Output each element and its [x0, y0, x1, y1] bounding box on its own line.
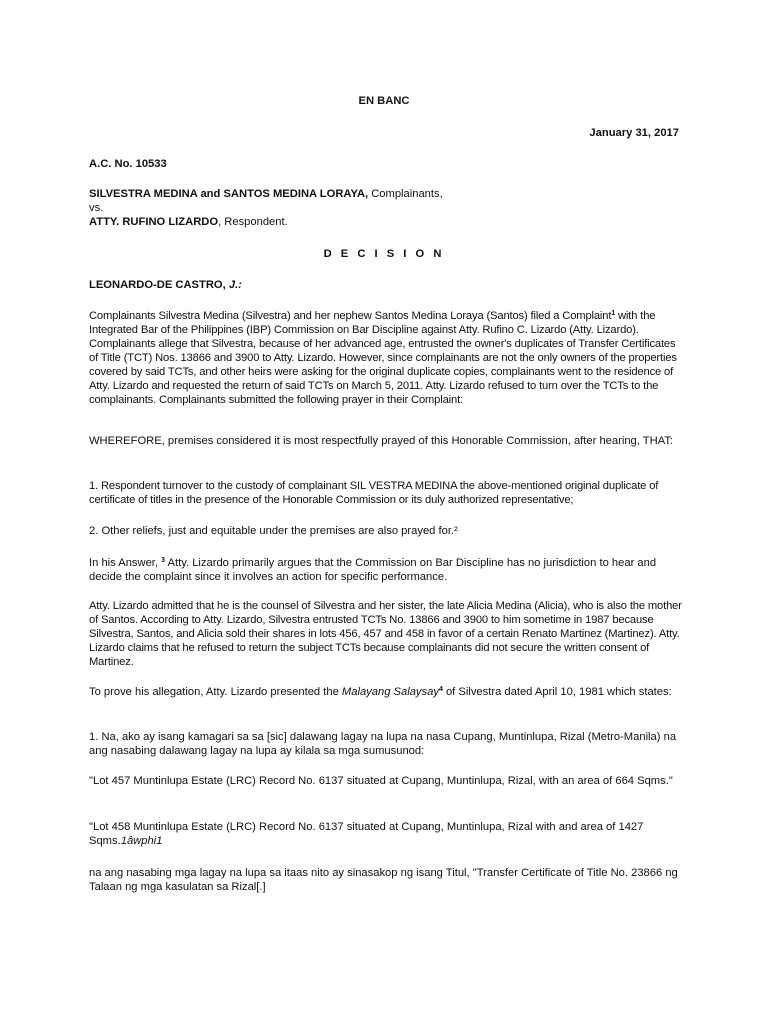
decision-date: January 31, 2017	[589, 127, 679, 139]
paragraph-prayer-item-2: 2. Other reliefs, just and equitable under the premises are also prayed for.²	[89, 525, 458, 537]
respondent-role: , Respondent.	[218, 216, 288, 228]
case-number: A.C. No. 10533	[89, 158, 167, 170]
paragraph-lot-458	[89, 820, 685, 848]
complainants-line	[89, 187, 685, 201]
respondent-line	[89, 215, 685, 229]
respondent-name: ATTY. RUFINO LIZARDO	[89, 216, 219, 228]
ponente-name: LEONARDO-DE CASTRO,	[89, 279, 229, 291]
decision-heading: D E C I S I O N	[323, 248, 445, 260]
paragraph-1-text: Complainants Silvestra Medina (Silvestra) and her nephew Santos Medina Loraya (Santos) filed a Complaint	[89, 310, 612, 322]
paragraph-answer-text-cont: Atty. Lizardo primarily argues that the Commission on Bar Discipline has no jurisdiction to hear and decide the complaint since it involves an action for specific performance.	[89, 557, 657, 583]
case-parties	[89, 187, 685, 229]
paragraph-proof	[89, 685, 685, 699]
paragraph-answer-text: In his Answer,	[89, 557, 162, 569]
paragraph-proof-text: To prove his allegation, Atty. Lizardo presented the	[89, 686, 342, 698]
paragraph-salaysay-1: 1. Na, ako ay isang kamagari sa sa [sic] dalawang lagay na lupa na nasa Cupang, Muntinlupa, Rizal (Metro-Manila) na ang nasabing dalawang lagay na lupa ay kilala sa mga sumusunod:	[89, 731, 677, 757]
malayang-salaysay: Malayang Salaysay	[341, 686, 439, 698]
court-division: EN BANC	[358, 95, 410, 107]
footnote-ref-3[interactable]: 3	[161, 557, 166, 564]
ponente-title: J.:	[228, 279, 242, 291]
paragraph-prayer-item-1: 1. Respondent turnover to the custody of complainant SIL VESTRA MEDINA the above-mentioned original duplicate of certificate of titles in the presence of the Honorable Commission or its duly authorized representative;	[89, 480, 659, 506]
watermark-text: 1âwphi1	[120, 835, 163, 847]
paragraph-1-text-cont: with the Integrated Bar of the Philippines (IBP) Commission on Bar Discipline against Atty. Rufino C. Lizardo (Atty. Lizardo). Complainants allege that Silvestra, because of her advanced age, entrusted the owner's duplicates of Transfer Certificates of Title (TCT) Nos. 13866 and 3900 to Atty. Lizardo. However, since complainants are not the only owners of the properties covered by said TCTs, and other heirs were asking for the original duplicate copies, complainants went to the residence of Atty. Lizardo and requested the return of said TCTs on March 5, 2011. Atty. Lizardo refused to turn over the TCTs to the complainants. Complainants submitted the following prayer in their Complaint:	[89, 310, 677, 406]
paragraph-lot-457: "Lot 457 Muntinlupa Estate (LRC) Record No. 6137 situated at Cupang, Muntinlupa, Rizal, with an area of 664 Sqms."	[89, 775, 673, 787]
paragraph-titul: na ang nasabing mga lagay na lupa sa itaas nito ay sinasakop ng isang Titul, "Transfer Certificate of Title No. 23866 ng Talaan ng mga kasulatan sa Rizal[.]	[89, 867, 678, 893]
footnote-ref-4[interactable]: 4	[438, 686, 443, 693]
versus: vs.	[89, 202, 104, 214]
complainants-role: Complainants,	[368, 188, 443, 200]
paragraph-prayer: WHEREFORE, premises considered it is most respectfully prayed of this Honorable Commission, after hearing, THAT:	[89, 435, 674, 447]
paragraph-proof-text-cont: of Silvestra dated April 10, 1981 which states:	[442, 686, 672, 698]
paragraph-1	[89, 309, 685, 407]
paragraph-admission: Atty. Lizardo admitted that he is the counsel of Silvestra and her sister, the late Alicia Medina (Alicia), who is also the mother of Santos. According to Atty. Lizardo, Silvestra entrusted TCTs No. 13866 and 3900 to him sometime in 1987 because Silvestra, Santos, and Alicia sold their shares in lots 456, 457 and 458 in favor of a certain Renato Martinez (Martinez). Atty. Lizardo claims that he refused to return the subject TCTs because complainants did not secure the written consent of Martinez.	[89, 600, 682, 668]
ponente	[89, 278, 685, 292]
paragraph-lot-458-text: "Lot 458 Muntinlupa Estate (LRC) Record No. 6137 situated at Cupang, Muntinlupa, Rizal with and area of 1427 Sqms.	[89, 821, 644, 847]
complainants-names: SILVESTRA MEDINA and SANTOS MEDINA LORAYA,	[89, 188, 369, 200]
footnote-ref-1[interactable]: 1	[611, 310, 616, 317]
paragraph-answer	[89, 556, 685, 584]
